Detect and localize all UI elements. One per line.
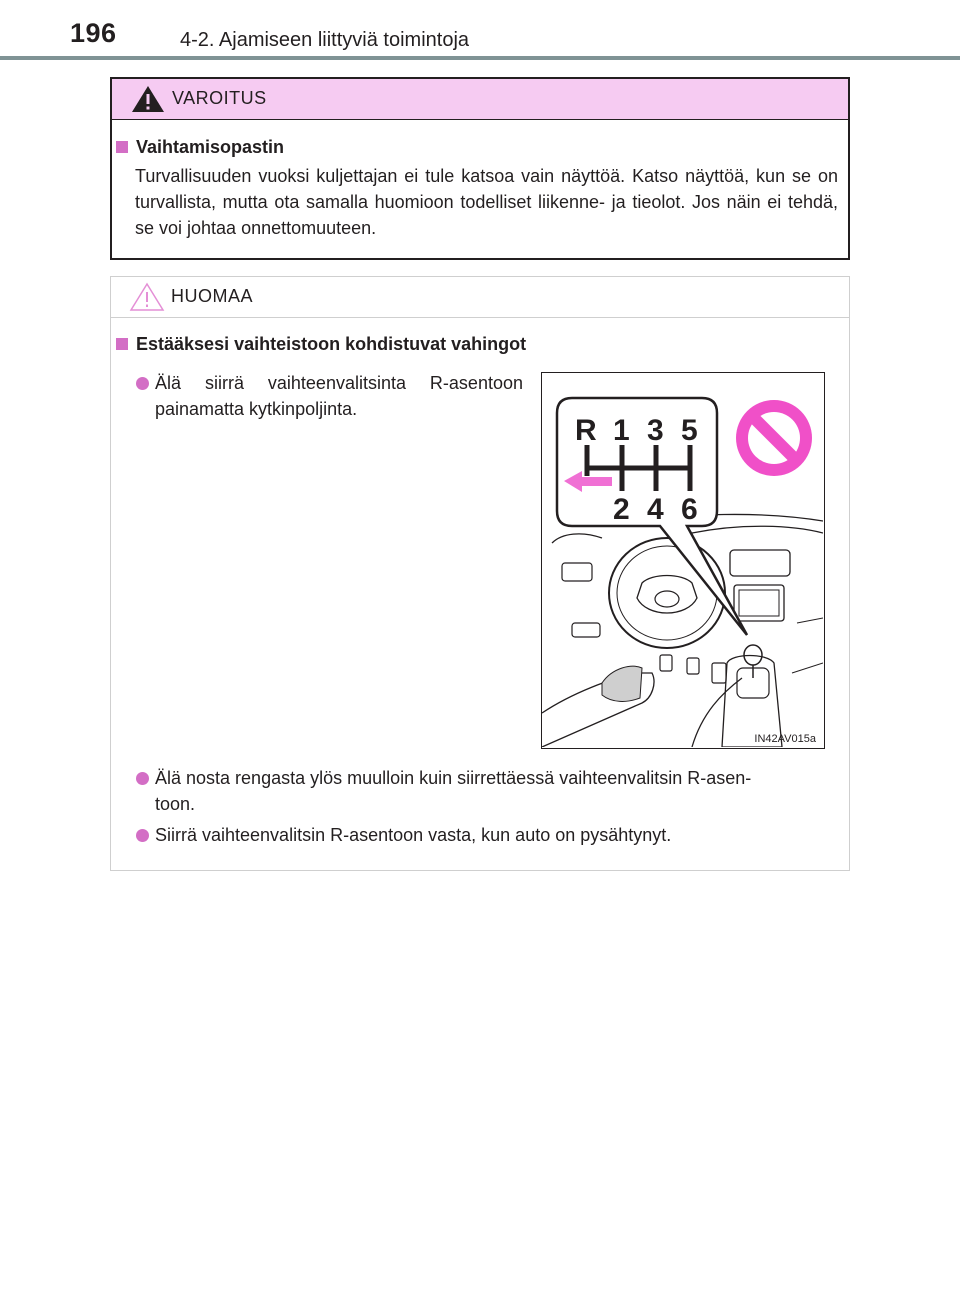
bullet-dot-icon	[136, 377, 149, 390]
warning-header	[112, 79, 848, 120]
header-rule	[0, 56, 960, 60]
gear-label-1: 1	[613, 414, 630, 447]
gear-label-2: 2	[613, 493, 630, 526]
warning-label: VAROITUS	[172, 88, 267, 108]
notice-label: HUOMAA	[171, 286, 254, 306]
gear-shift-illustration	[541, 372, 825, 749]
notice-heading	[116, 334, 526, 355]
gear-label-3: 3	[647, 414, 664, 447]
square-bullet-icon	[116, 141, 128, 153]
illustration-code: IN42AV015a	[754, 733, 816, 745]
gear-label-r: R	[575, 414, 597, 447]
warning-heading-text: Vaihtamisopastin	[136, 137, 285, 157]
page-header	[0, 0, 960, 60]
bullet-dot-icon	[136, 772, 149, 785]
gear-label-4: 4	[647, 493, 664, 526]
notice-bullet-2-line1: Älä nosta rengasta ylös muulloin kuin siirrettäessä vaihteenvalitsin R-asen-	[155, 768, 752, 788]
gear-label-5: 5	[681, 414, 698, 447]
notice-bullet-2	[155, 765, 840, 817]
page-number: 196	[70, 18, 117, 48]
notice-bullet-2-line2: toon.	[155, 794, 196, 814]
warning-heading	[116, 137, 284, 158]
caution-triangle-icon	[129, 282, 165, 312]
warning-triangle-icon	[130, 84, 166, 114]
notice-bullet-1: Älä siirrä vaihteenvalitsinta R-asentoon painamatta kytkinpoljinta.	[155, 373, 523, 419]
warning-text: Turvallisuuden vuoksi kuljettajan ei tule katsoa vain näyttöä. Katso näyttöä, kun se on turvallista, mutta ota samalla huomioon todelliset liikenne- ja tieolot. Jos näin ei tehdä, se voi johtaa onnettomuuteen.	[135, 166, 838, 238]
square-bullet-icon	[116, 338, 128, 350]
gear-label-6: 6	[681, 493, 698, 526]
section-title: 4-2. Ajamiseen liittyviä toimintoja	[180, 29, 470, 51]
notice-header	[111, 277, 849, 318]
cockpit-drawing	[542, 373, 823, 747]
bullet-dot-icon	[136, 829, 149, 842]
notice-bullet-3: Siirrä vaihteenvalitsin R-asentoon vasta, kun auto on pysähtynyt.	[155, 825, 672, 845]
prohibition-icon	[736, 400, 812, 476]
notice-heading-text: Estääksesi vaihteistoon kohdistuvat vahingot	[136, 334, 527, 354]
